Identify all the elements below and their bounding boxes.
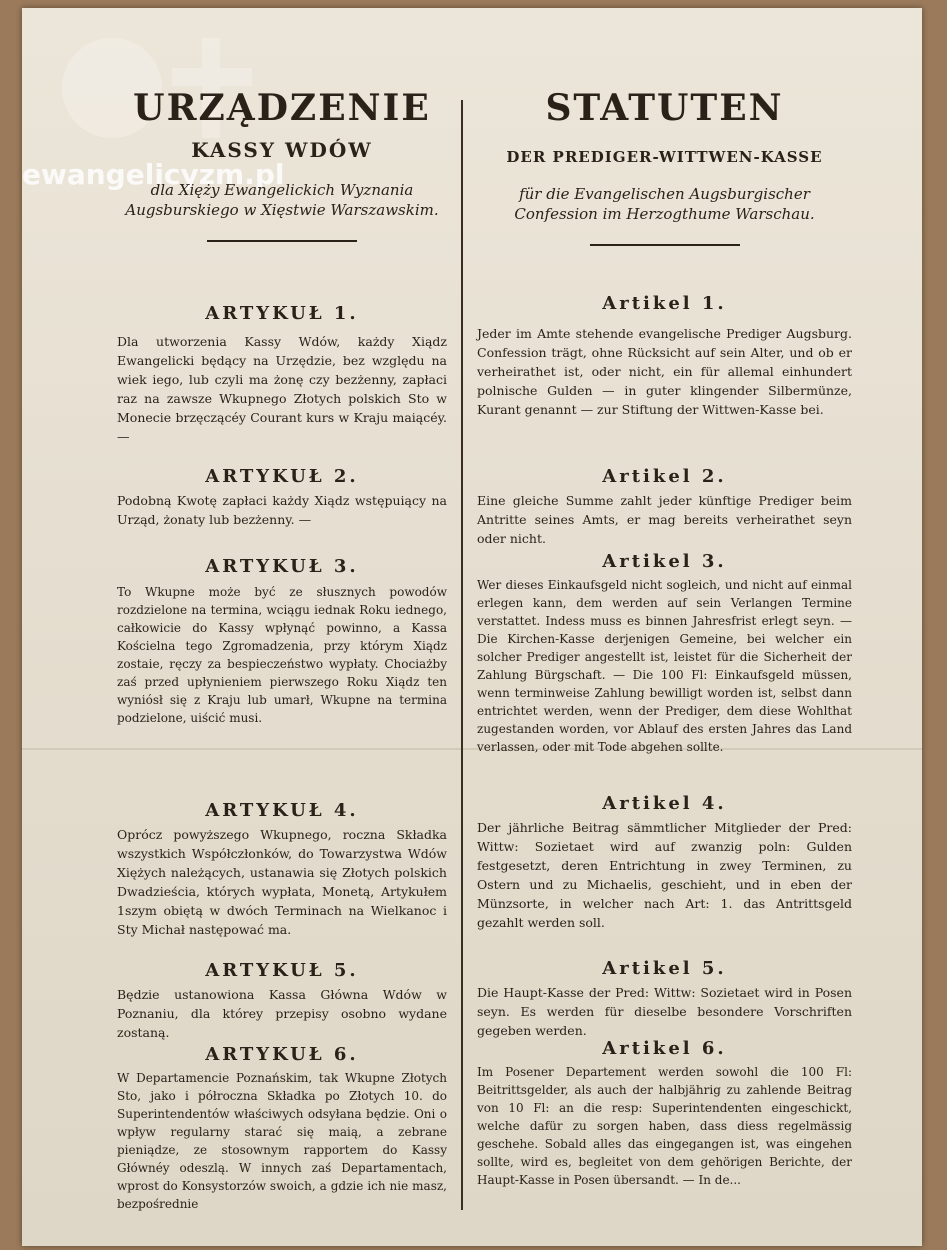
left-article-1 <box>117 303 447 446</box>
article-heading: ARTYKUŁ 3. <box>205 556 359 577</box>
article-text: Dla utworzenia Kassy Wdów, każdy Xiądz Ewangelicki będący na Urzędzie, bez względu na wiek iego, lub czyli ma żonę czy bezżenny, zapłaci raz na zawsze Wkupnego Złotych polskich Sto w Monecie brzęczącéy Courant kurs w Kraju maiącéy. — <box>117 334 447 444</box>
column-divider <box>461 100 463 1210</box>
right-article-4 <box>477 793 852 932</box>
left-rule <box>207 240 357 242</box>
watermark-text: ewangelicyzm.pl <box>22 158 285 191</box>
article-heading: Artikel 4. <box>602 793 727 814</box>
article-text: Wer dieses Einkaufsgeld nicht sogleich, und nicht auf einmal erlegen kann, dem werden auf sein Verlangen Termine verstattet. Indess muss es binnen Jahresfrist erlegt seyn. — Die Kirchen-Kasse derjenigen Gemeine, bei welcher ein solcher Prediger angestellt ist, leistet für die Sicherheit der Zahlung Bürgschaft. — Die 100 Fl: Einkaufsgeld müssen, wenn terminweise Zahlung bewilligt worden ist, selbst dann entrichtet werden, wenn der Prediger, dem diese Wohlthat zugestanden worden, vor Ablauf des ersten Jahres das Land verlassen, oder mit Tode abgehen sollte. <box>477 578 852 754</box>
article-heading: Artikel 6. <box>602 1038 727 1059</box>
right-article-2 <box>477 466 852 548</box>
article-heading: Artikel 3. <box>602 551 727 572</box>
article-heading: Artikel 5. <box>602 958 727 979</box>
article-heading: ARTYKUŁ 2. <box>205 466 359 487</box>
right-article-1 <box>477 293 852 419</box>
right-title: STATUTEN <box>545 87 784 129</box>
right-description: für die Evangelischen Augsburgischer Confession im Herzogthume Warschau. <box>514 185 815 223</box>
document-page <box>22 8 922 1246</box>
article-text: Będzie ustanowiona Kassa Główna Wdów w Poznaniu, dla którey przepisy osobno wydane zostaną. <box>117 987 447 1040</box>
left-description: dla Xięży Ewangelickich Wyznania Augsburskiego w Xięstwie Warszawskim. <box>125 181 439 219</box>
left-article-2 <box>117 466 447 529</box>
right-rule <box>590 244 740 246</box>
article-heading: Artikel 2. <box>602 466 727 487</box>
left-article-4 <box>117 800 447 939</box>
article-text: Der jährliche Beitrag sämmtlicher Mitglieder der Pred: Wittw: Sozietaet wird auf zwanzig poln: Gulden festgesetzt, deren Entrichtung in zwey Terminen, zu Ostern und zu Michaelis, geschieht, und in eben der Münzsorte, in welcher nach Art: 1. das Antrittsgeld gezahlt werden soll. <box>477 820 852 930</box>
left-article-6 <box>117 1044 447 1213</box>
polish-column <box>117 87 447 1211</box>
german-column <box>477 87 852 1187</box>
left-article-5 <box>117 960 447 1042</box>
article-text: Die Haupt-Kasse der Pred: Wittw: Sozietaet wird in Posen seyn. Es werden für dieselbe besondere Vorschriften gegeben werden. <box>477 985 852 1038</box>
article-text: Oprócz powyższego Wkupnego, roczna Składka wszystkich Współczłonków, do Towarzystwa Wdów Xiężych należących, ustanawia się Złotych polskich Dwadzieścia, których wypłata, Monetą, Artykułem 1szym obiętą w dwóch Terminach na Wielkanoc i Sty Michał następować ma. <box>117 827 447 937</box>
article-heading: ARTYKUŁ 5. <box>205 960 359 981</box>
article-text: Jeder im Amte stehende evangelische Prediger Augsburg. Confession trägt, ohne Rücksicht auf sein Alter, und ob er verheirathet ist, oder nicht, ein für allemal einhundert polnische Gulden — in guter klingender Silbermünze, Kurant genannt — zur Stiftung der Wittwen-Kasse bei. <box>477 326 852 417</box>
right-article-5 <box>477 958 852 1040</box>
article-heading: ARTYKUŁ 1. <box>205 303 359 324</box>
left-article-3 <box>117 556 447 727</box>
right-subtitle: DER PREDIGER-WITTWEN-KASSE <box>506 148 823 166</box>
article-heading: ARTYKUŁ 6. <box>205 1044 359 1065</box>
article-text: Podobną Kwotę zapłaci każdy Xiądz wstępuiący na Urząd, żonaty lub bezżenny. — <box>117 493 447 527</box>
article-text: W Departamencie Poznańskim, tak Wkupne Złotych Sto, jako i półroczna Składka po Złotych 10. do Superintendentów właściwych odsyłana będzie. Oni o wpływ regularny starać się maią, a zebrane pieniądze, ze stosownym rapportem do Kassy Głównéy odeszlą. W innych zaś Departamentach, wprost do Konsystorzów swoich, a gdzie ich nie masz, bezpośrednie <box>117 1071 447 1211</box>
article-text: Eine gleiche Summe zahlt jeder künftige Prediger beim Antritte seines Amts, er mag bereits verheirathet seyn oder nicht. <box>477 493 852 546</box>
right-article-3 <box>477 551 852 756</box>
article-heading: Artikel 1. <box>602 293 727 314</box>
article-text: Im Posener Departement werden sowohl die 100 Fl: Beitrittsgelder, als auch der halbjährig zu zahlende Beitrag von 10 Fl: an die resp: Superintendenten eingeschickt, welche dafür zu sorgen haben, dass diess regelmässig geschehe. Sobald alles das eingegangen ist, was eingehen sollte, wird es, begleitet von dem gehörigen Berichte, der Haupt-Kasse in Posen übersandt. — In de... <box>477 1065 852 1187</box>
left-title: URZĄDZENIE <box>133 87 431 129</box>
left-subtitle: KASSY WDÓW <box>191 138 373 162</box>
article-heading: ARTYKUŁ 4. <box>205 800 359 821</box>
article-text: To Wkupne może być ze słusznych powodów rozdzielone na termina, wciągu iednak Roku iednego, całkowicie do Kassy wpłynąć powinno, a Kassa Kościelna tego Zgromadzenia, przy którym Xiądz zostaie, ręczy za bespieczeństwo wypłaty. Chociażby zaś przed upłynieniem pierwszego Roku Xiądz ten wyniósł się z Kraju lub umarł, Wkupne na termina podzielone, uiścić musi. <box>117 585 447 725</box>
right-article-6 <box>477 1038 852 1189</box>
